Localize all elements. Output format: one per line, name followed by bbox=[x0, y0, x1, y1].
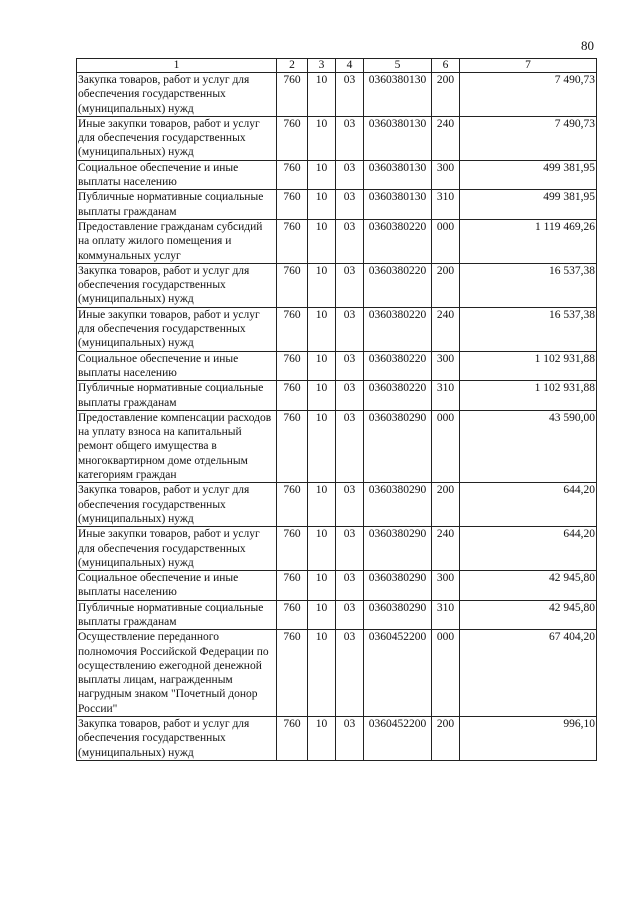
ministry-code: 760 bbox=[277, 717, 308, 761]
target-article-code: 0360380290 bbox=[364, 410, 432, 482]
section-code: 10 bbox=[308, 73, 336, 117]
amount-value: 644,20 bbox=[460, 483, 597, 527]
amount-value: 1 102 931,88 bbox=[460, 381, 597, 411]
section-code: 10 bbox=[308, 410, 336, 482]
section-code: 10 bbox=[308, 630, 336, 717]
amount-value: 42 945,80 bbox=[460, 571, 597, 601]
subsection-code: 03 bbox=[336, 351, 364, 381]
expense-type-code: 300 bbox=[432, 571, 460, 601]
section-code: 10 bbox=[308, 381, 336, 411]
table-body bbox=[77, 73, 597, 761]
expense-type-code: 000 bbox=[432, 630, 460, 717]
expense-type-code: 200 bbox=[432, 717, 460, 761]
target-article-code: 0360380220 bbox=[364, 307, 432, 351]
amount-value: 67 404,20 bbox=[460, 630, 597, 717]
amount-value: 996,10 bbox=[460, 717, 597, 761]
subsection-code: 03 bbox=[336, 73, 364, 117]
row-description: Осуществление переданного полномочия Российской Федерации по осуществлению ежегодной денежной выплаты лицам, награжденным нагрудным знаком "Почетный донор России" bbox=[77, 630, 277, 717]
row-description: Социальное обеспечение и иные выплаты населению bbox=[77, 160, 277, 190]
expense-type-code: 300 bbox=[432, 160, 460, 190]
expense-type-code: 200 bbox=[432, 73, 460, 117]
column-header: 3 bbox=[308, 59, 336, 73]
amount-value: 644,20 bbox=[460, 527, 597, 571]
section-code: 10 bbox=[308, 307, 336, 351]
target-article-code: 0360380220 bbox=[364, 263, 432, 307]
section-code: 10 bbox=[308, 351, 336, 381]
target-article-code: 0360380290 bbox=[364, 600, 432, 630]
ministry-code: 760 bbox=[277, 160, 308, 190]
subsection-code: 03 bbox=[336, 527, 364, 571]
expense-type-code: 200 bbox=[432, 263, 460, 307]
subsection-code: 03 bbox=[336, 571, 364, 601]
ministry-code: 760 bbox=[277, 527, 308, 571]
table-row bbox=[77, 600, 597, 630]
target-article-code: 0360380290 bbox=[364, 527, 432, 571]
table-row bbox=[77, 717, 597, 761]
target-article-code: 0360380220 bbox=[364, 351, 432, 381]
ministry-code: 760 bbox=[277, 410, 308, 482]
table-row bbox=[77, 351, 597, 381]
table-row bbox=[77, 73, 597, 117]
subsection-code: 03 bbox=[336, 483, 364, 527]
ministry-code: 760 bbox=[277, 600, 308, 630]
expense-type-code: 310 bbox=[432, 190, 460, 220]
table-row bbox=[77, 190, 597, 220]
row-description: Закупка товаров, работ и услуг для обеспечения государственных (муниципальных) нужд bbox=[77, 717, 277, 761]
subsection-code: 03 bbox=[336, 219, 364, 263]
target-article-code: 0360380220 bbox=[364, 381, 432, 411]
ministry-code: 760 bbox=[277, 190, 308, 220]
table-row bbox=[77, 527, 597, 571]
amount-value: 7 490,73 bbox=[460, 116, 597, 160]
section-code: 10 bbox=[308, 219, 336, 263]
table-row bbox=[77, 160, 597, 190]
amount-value: 499 381,95 bbox=[460, 160, 597, 190]
section-code: 10 bbox=[308, 263, 336, 307]
table-row bbox=[77, 116, 597, 160]
target-article-code: 0360380290 bbox=[364, 483, 432, 527]
row-description: Иные закупки товаров, работ и услуг для обеспечения государственных (муниципальных) нужд bbox=[77, 307, 277, 351]
ministry-code: 760 bbox=[277, 351, 308, 381]
ministry-code: 760 bbox=[277, 381, 308, 411]
ministry-code: 760 bbox=[277, 307, 308, 351]
section-code: 10 bbox=[308, 600, 336, 630]
expense-type-code: 240 bbox=[432, 307, 460, 351]
target-article-code: 0360380130 bbox=[364, 116, 432, 160]
ministry-code: 760 bbox=[277, 630, 308, 717]
table-row bbox=[77, 483, 597, 527]
subsection-code: 03 bbox=[336, 263, 364, 307]
expense-type-code: 200 bbox=[432, 483, 460, 527]
header-row bbox=[77, 59, 597, 73]
target-article-code: 0360452200 bbox=[364, 630, 432, 717]
subsection-code: 03 bbox=[336, 630, 364, 717]
section-code: 10 bbox=[308, 160, 336, 190]
subsection-code: 03 bbox=[336, 307, 364, 351]
expense-type-code: 000 bbox=[432, 219, 460, 263]
subsection-code: 03 bbox=[336, 381, 364, 411]
table-row bbox=[77, 263, 597, 307]
table-row bbox=[77, 219, 597, 263]
row-description: Социальное обеспечение и иные выплаты населению bbox=[77, 351, 277, 381]
section-code: 10 bbox=[308, 571, 336, 601]
row-description: Закупка товаров, работ и услуг для обеспечения государственных (муниципальных) нужд bbox=[77, 483, 277, 527]
column-header: 5 bbox=[364, 59, 432, 73]
column-header: 4 bbox=[336, 59, 364, 73]
target-article-code: 0360380290 bbox=[364, 571, 432, 601]
amount-value: 1 102 931,88 bbox=[460, 351, 597, 381]
amount-value: 7 490,73 bbox=[460, 73, 597, 117]
ministry-code: 760 bbox=[277, 263, 308, 307]
amount-value: 1 119 469,26 bbox=[460, 219, 597, 263]
amount-value: 16 537,38 bbox=[460, 263, 597, 307]
table-row bbox=[77, 410, 597, 482]
amount-value: 43 590,00 bbox=[460, 410, 597, 482]
page-number: 80 bbox=[581, 38, 594, 53]
ministry-code: 760 bbox=[277, 571, 308, 601]
table-row bbox=[77, 381, 597, 411]
amount-value: 42 945,80 bbox=[460, 600, 597, 630]
row-description: Закупка товаров, работ и услуг для обеспечения государственных (муниципальных) нужд bbox=[77, 263, 277, 307]
column-header: 6 bbox=[432, 59, 460, 73]
table-row bbox=[77, 630, 597, 717]
budget-table bbox=[76, 58, 597, 761]
expense-type-code: 240 bbox=[432, 527, 460, 571]
row-description: Социальное обеспечение и иные выплаты населению bbox=[77, 571, 277, 601]
row-description: Предоставление гражданам субсидий на оплату жилого помещения и коммунальных услуг bbox=[77, 219, 277, 263]
amount-value: 16 537,38 bbox=[460, 307, 597, 351]
table-row bbox=[77, 307, 597, 351]
column-header: 7 bbox=[460, 59, 597, 73]
subsection-code: 03 bbox=[336, 160, 364, 190]
section-code: 10 bbox=[308, 116, 336, 160]
column-header: 1 bbox=[77, 59, 277, 73]
expense-type-code: 000 bbox=[432, 410, 460, 482]
ministry-code: 760 bbox=[277, 219, 308, 263]
subsection-code: 03 bbox=[336, 600, 364, 630]
section-code: 10 bbox=[308, 190, 336, 220]
section-code: 10 bbox=[308, 717, 336, 761]
ministry-code: 760 bbox=[277, 73, 308, 117]
expense-type-code: 300 bbox=[432, 351, 460, 381]
section-code: 10 bbox=[308, 527, 336, 571]
expense-type-code: 310 bbox=[432, 600, 460, 630]
row-description: Публичные нормативные социальные выплаты гражданам bbox=[77, 381, 277, 411]
row-description: Иные закупки товаров, работ и услуг для обеспечения государственных (муниципальных) нужд bbox=[77, 116, 277, 160]
subsection-code: 03 bbox=[336, 116, 364, 160]
target-article-code: 0360380220 bbox=[364, 219, 432, 263]
subsection-code: 03 bbox=[336, 410, 364, 482]
ministry-code: 760 bbox=[277, 483, 308, 527]
subsection-code: 03 bbox=[336, 717, 364, 761]
section-code: 10 bbox=[308, 483, 336, 527]
row-description: Предоставление компенсации расходов на уплату взноса на капитальный ремонт общего имущества в многоквартирном доме отдельным категориям граждан bbox=[77, 410, 277, 482]
row-description: Публичные нормативные социальные выплаты гражданам bbox=[77, 600, 277, 630]
row-description: Иные закупки товаров, работ и услуг для обеспечения государственных (муниципальных) нужд bbox=[77, 527, 277, 571]
target-article-code: 0360380130 bbox=[364, 73, 432, 117]
target-article-code: 0360380130 bbox=[364, 190, 432, 220]
row-description: Закупка товаров, работ и услуг для обеспечения государственных (муниципальных) нужд bbox=[77, 73, 277, 117]
expense-type-code: 310 bbox=[432, 381, 460, 411]
amount-value: 499 381,95 bbox=[460, 190, 597, 220]
table-row bbox=[77, 571, 597, 601]
subsection-code: 03 bbox=[336, 190, 364, 220]
ministry-code: 760 bbox=[277, 116, 308, 160]
target-article-code: 0360380130 bbox=[364, 160, 432, 190]
column-header: 2 bbox=[277, 59, 308, 73]
target-article-code: 0360452200 bbox=[364, 717, 432, 761]
expense-type-code: 240 bbox=[432, 116, 460, 160]
row-description: Публичные нормативные социальные выплаты гражданам bbox=[77, 190, 277, 220]
